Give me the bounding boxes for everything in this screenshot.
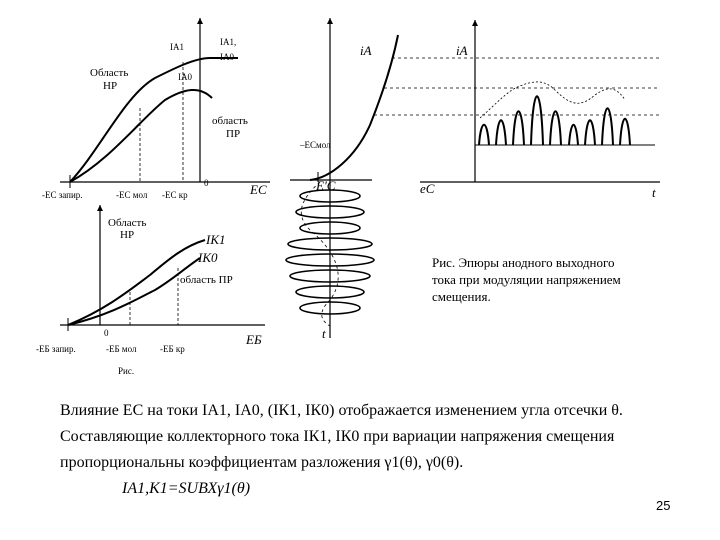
- region-pr-line1: область: [212, 115, 248, 127]
- curve-ia0: [70, 90, 212, 182]
- label-ik0: IК0: [198, 250, 218, 265]
- tick-label-kr: -ЕС кр: [162, 190, 188, 200]
- body-line: пропорциональны коэффициентам разложения γ1(θ), γ0(θ).: [60, 454, 464, 471]
- axis-t-label: t: [322, 326, 326, 341]
- region-pr: область ПР: [180, 274, 233, 286]
- body-text: [60, 398, 700, 502]
- axis-eb-label: ЕБ: [246, 332, 262, 347]
- label-ia0-second: IА0: [220, 52, 234, 62]
- body-line: Влияние ЕС на токи IА1, IА0, (IК1, IК0) отображается изменением угла отсечки θ.: [60, 402, 623, 419]
- label-ia1: IА1: [170, 42, 184, 52]
- origin-label: 0: [104, 328, 109, 338]
- bottom-left-graph: [36, 205, 265, 376]
- tick-label-mol: -ЕБ мол: [106, 344, 137, 354]
- region-np-line2: НР: [120, 229, 135, 241]
- right-graph: [420, 20, 660, 200]
- page-number: 25: [656, 498, 671, 513]
- middle-graph: [286, 18, 398, 341]
- tick-label-zapir: -ЕБ запир.: [36, 344, 76, 354]
- transfer-curve: [310, 35, 398, 180]
- label-ia0: IА0: [178, 72, 192, 82]
- axis-ia-label: iA: [360, 43, 372, 58]
- label-ik1: IК1: [206, 232, 226, 247]
- caption-line: тока при модуляции напряжением: [432, 272, 621, 287]
- origin-label: 0: [204, 178, 209, 188]
- axis-ia-label: iA: [456, 43, 468, 58]
- label-ia1-ia0: IА1,: [220, 37, 237, 47]
- axis-t-label: t: [652, 185, 656, 200]
- region-np-line1: Область: [108, 217, 147, 229]
- figure-caption: [432, 254, 692, 305]
- formula: IА1,К1=SUВХγ1(θ): [122, 480, 251, 497]
- tick-label-mol: -ЕС мол: [116, 190, 148, 200]
- caption-line: Рис. Эпюры анодного выходного: [432, 255, 615, 270]
- axis-ec-label: еС: [420, 181, 435, 196]
- figure-label: Рис.: [118, 366, 135, 376]
- caption-line: смещения.: [432, 289, 491, 304]
- region-np-line1: Область: [90, 67, 129, 79]
- region-pr-line2: ПР: [226, 128, 241, 140]
- tick-label-kr: -ЕБ кр: [160, 344, 185, 354]
- region-np-line2: НР: [103, 80, 118, 92]
- axis-ec-label: ЕС: [250, 182, 267, 197]
- label-ec-prime: Е'С: [316, 178, 336, 193]
- output-pulses: [479, 96, 630, 145]
- projection-lines: [374, 58, 660, 115]
- label-esmol: –ЕСмол: [300, 140, 331, 150]
- tick-label-zapir: -ЕС запир.: [42, 190, 83, 200]
- top-left-graph: [42, 18, 270, 200]
- body-line: Составляющие коллекторного тока IК1, IК0 при вариации напряжения смещения: [60, 428, 615, 445]
- pulse-envelope: [480, 82, 625, 118]
